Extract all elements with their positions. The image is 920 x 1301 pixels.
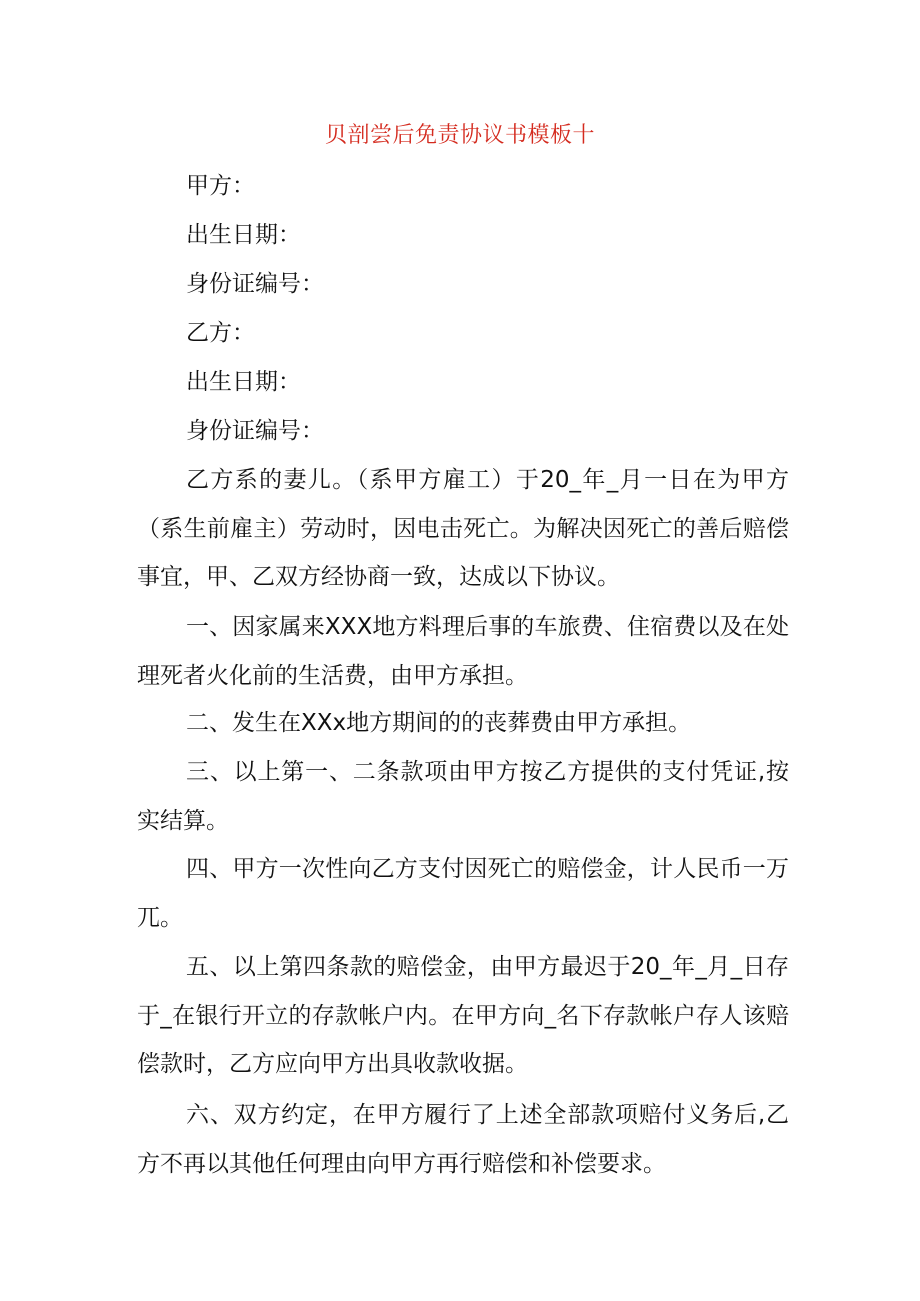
clause-3-paragraph: 三、以上第一、二条款项由甲方按乙方提供的支付凭证,按实结算。 (137, 759, 789, 834)
clause-5-paragraph: 五、以上第四条款的赔偿金，由甲方最迟于20_年_月_日存于_在银行开立的存款帐户内。在甲方向_名下存款帐户存人该赔偿款时，乙方应向甲方出具收款收据。 (137, 954, 789, 1077)
clause-1-paragraph: 一、因家属来XXX地方料理后事的车旅费、住宿费以及在处理死者火化前的生活费，由甲方承担。 (137, 614, 789, 689)
party-a-label: 甲方： (186, 173, 255, 199)
clause-6-paragraph: 六、双方约定，在甲方履行了上述全部款项赔付义务后,乙方不再以其他任何理由向甲方再行赔偿和补偿要求。 (137, 1102, 789, 1177)
party-a-birth-label: 出生日期： (186, 222, 301, 248)
party-b-label: 乙方： (186, 320, 255, 346)
clause-2-paragraph: 二、发生在XXx地方期间的的丧葬费由甲方承担。 (186, 710, 692, 736)
party-a-id-label: 身份证编号： (186, 271, 324, 297)
clause-4-paragraph: 四、甲方一次性向乙方支付因死亡的赔偿金，计人民币一万兀。 (137, 856, 789, 931)
party-b-birth-label: 出生日期： (186, 369, 301, 395)
document-title: 贝剖尝后免责协议书模板十 (324, 123, 595, 148)
intro-paragraph: 乙方系的妻儿。（系甲方雇工）于20_年_月一日在为甲方（系生前雇主）劳动时，因电击死亡。为解决因死亡的善后赔偿事宜，甲、乙双方经协商一致，达成以下协议。 (137, 467, 789, 590)
party-b-id-label: 身份证编号： (186, 418, 324, 444)
